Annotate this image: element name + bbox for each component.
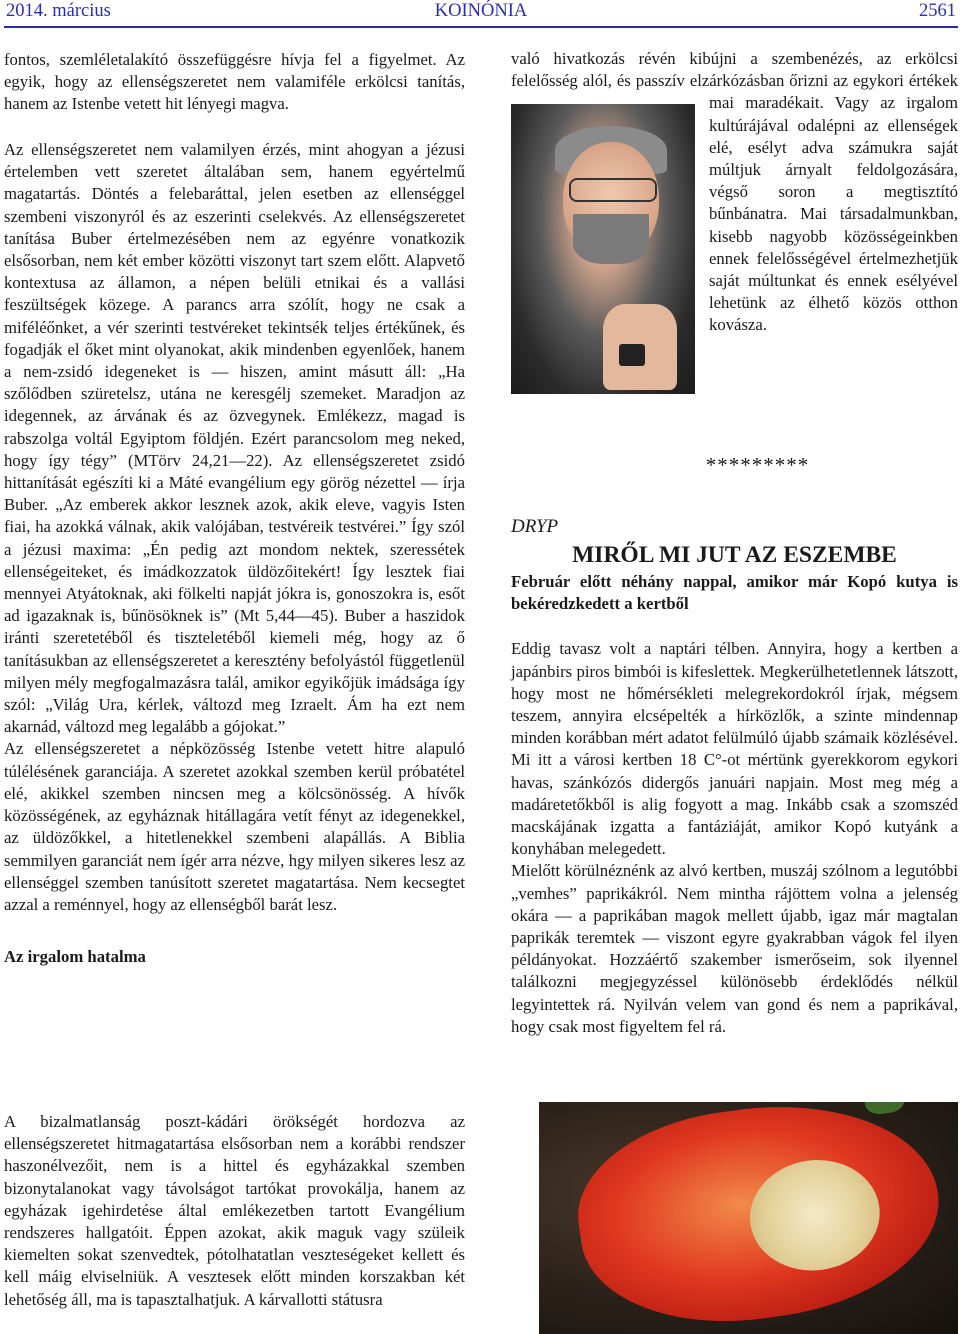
page-header bbox=[4, 0, 958, 28]
paragraph: Eddig tavasz volt a naptári télben. Annyira, hogy a kertben a japánbirs piros bimbói is kifeslettek. Megkerülhetetlennek látszott, hogy most ne hőmérsékleti melegrekordokról írjak, mégsem teszem, annyira elcsépelték a hírközlők, a szinte mindennap minden korábban mért adatot felülmúló újabb számaik közlésével. Mi itt a városi kertben 18 C°-ot mértünk gyerekkorom egykori havas, szánkózós didergős januári napjain. Most meg még a madáretetőkből is alig fogyott a mag. Inkább csak a szomszéd macskájának izgatta a fantáziáját, amikor Kopó kutyánk a konyhában melegedett. bbox=[511, 639, 958, 859]
paragraph: Az ellenségszeretet a népközösség Istenbe vetett hitre alapuló túlélésének garanciája. A szeretet azokkal szemben kerül próbatétel elé, akikkel szemben nincsen meg a kölcsönösség. A hívők közösségének, az egyháznak hitállagára vetít fényt az idegenekkel, az üldözőkkel, a hitetlenekkel szembeni alapállás. A Biblia semmilyen garanciát nem ígér arra nézve, hgy milyen sikeres lesz az ellenséggel szemben tanúsított szeretet magatartása. Nem kecsegtet azzal a reménnyel, hogy az ellenségből barát lesz. bbox=[4, 739, 465, 914]
article-body bbox=[511, 638, 958, 1038]
section-heading: Az irgalom hatalma bbox=[4, 947, 146, 967]
article-title: MIRŐL MI JUT AZ ESZEMBE bbox=[572, 542, 897, 568]
section-separator: ********* bbox=[705, 453, 810, 477]
author-portrait-photo bbox=[511, 104, 695, 394]
paragraph: fontos, szemléletalakító összefüggésre hívja fel a figyelmet. Az egyik, hogy az ellenségszeretet nem valamiféle erkölcsi tanítás, hanem az Istenbe vetett hit lényegi magva. bbox=[4, 50, 465, 114]
pepper-photo bbox=[539, 1102, 958, 1334]
paragraph: való hivatkozás révén kibújni a szembenézés, az erkölcsi felelősség alól, és passzív elzárkózásban őrizni az egykori értékek mai maradékait. Vagy az irgalom kultúrájával odalépni az ellenségek elé, esélyt adva számukra saját múltjuk árnyalt feldolgozására, végső soron a megtisztító bűnbánatra. Mai társadalmunkban, kisebb nagyobb közösségeinkben ennek felelősségével értelmezhetjük saját múltunkat és ennek esélyével lehetünk az élhető közös otthon kovásza. bbox=[511, 49, 958, 335]
page-number: 2561 bbox=[919, 1, 956, 21]
issue-date: 2014. március bbox=[6, 1, 111, 21]
left-column bbox=[4, 49, 465, 968]
paragraph: A bizalmatlanság poszt-kádári örökségét hordozva az ellenségszeretet hitmagatartása elsősorban nem a korábbi rendszer haszonélvezőit, nem is a hittel és egyházakkal szemben bizonytalanokat vagy távolságot tartókat provokálja, hanem az egyházak igehirdetése által emlékezetben tartott Evangélium rendszeres hallgatóit. Éppen azokat, akik maguk vagy szüleik kiemelten sokat szenvedtek, pótolhatatlan veszteségeket kellett és kell máig elviselniük. A vesztesek előtt minden korszakban két lehetőség áll, ma is tapasztalhatjuk. A kárvallotti státusra bbox=[4, 1112, 465, 1309]
right-column-body bbox=[511, 48, 958, 1038]
article-lead: Február előtt néhány nappal, amikor már Kopó kutya is bekéredzkedett a kertből bbox=[511, 572, 958, 614]
paragraph: Mielőtt körülnéznénk az alvó kertben, muszáj szólnom a legutóbbi „vemhes” paprikákról. Nem mintha rájöttem volna a jelenség okára — a paprikában magok mellett újabb, igaz már magtalan paprikák teremtek — viszont egyre gyakrabban vágok fel ilyen példányokat. Hozzáértő szakember ismerőseim, sok ilyennel találkozni megjegyzéssel különösebb érdeklődés nélkül legyintettek rá. Nyilván velem van gond és nem a paprikával, hogy csak most figyeltem fel rá. bbox=[511, 861, 958, 1036]
article-author: DRYP bbox=[511, 516, 559, 537]
left-column-continued bbox=[4, 1111, 465, 1311]
intro-wrap bbox=[511, 48, 958, 393]
paragraph: Az ellenségszeretet nem valamilyen érzés, mint ahogyan a jézusi értelemben vett szeretet általában sem, hanem egyértelmű magatartás. Döntés a felebaráttal, jelen esetben az ellenséggel szembeni viszonyról és az eszerinti cselekvés. Az ellenségszeretet tanítása Buber értelmezésében nem az egyénre vonatkozik elsősorban, nem két ember közötti viszonyt tart szem előtt. Alapvető kontextusa az államon, a népen belüli etnikai és a vallási feszültségek közege. A parancs arra szólít, hogy ne csak a miféléőnket, a vér szerinti testvéreket tekintsék teljes értékűnek, és fogadják el őket mint olyanokat, akik mindenben egyenlőek, hanem a nem-zsidó idegeneket is — hiszen, amint másutt áll: „Ha szőlődben szüretelsz, utána ne keresgélj szemeket. Maradjon az idegennek, az árvának és az özvegynek. Emlékezz, magad is rabszolga voltál Egyiptom földjén. Ezért parancsolom meg neked, hogy így tégy” (MTörv 24,21—22). Az ellenségszeretet zsidó hittanítását egészíti ki a Máté evangélium egy görög nézettel — írja Buber. „Az emberek akkor lesznek azok, akik eleve, vagyis Isten fiai, ha azokká válnak, akik valójában, testvéreik testvérei.” Így szól a jézusi maxima: „Én pedig azt mondom nektek, szeressétek ellenségeiteket, és imádkozzatok üldözőitekért! Így lesztek fiai mennyei Atyátoknak, aki fölkelti napját jókra is, gonoszokra is, esőt ad igazaknak is, bűnösöknek is” (Mt 5,44—45). Buber a haszidok iránti szeretetéből és tiszteletéből kiemeli még, hogy az ő tanításukban az ellenségszeretet a keresztény befolyástól függetlenül milyen mély megfogalmazásra talál, amikor egyikőjük imádsága így szól: „Világ Ura, kérlek, változd meg Izraelt. Ám ha ezt nem akarnád, változd meg legalább a gójokat.” bbox=[4, 140, 465, 737]
journal-title: KOINÓNIA bbox=[434, 1, 528, 21]
